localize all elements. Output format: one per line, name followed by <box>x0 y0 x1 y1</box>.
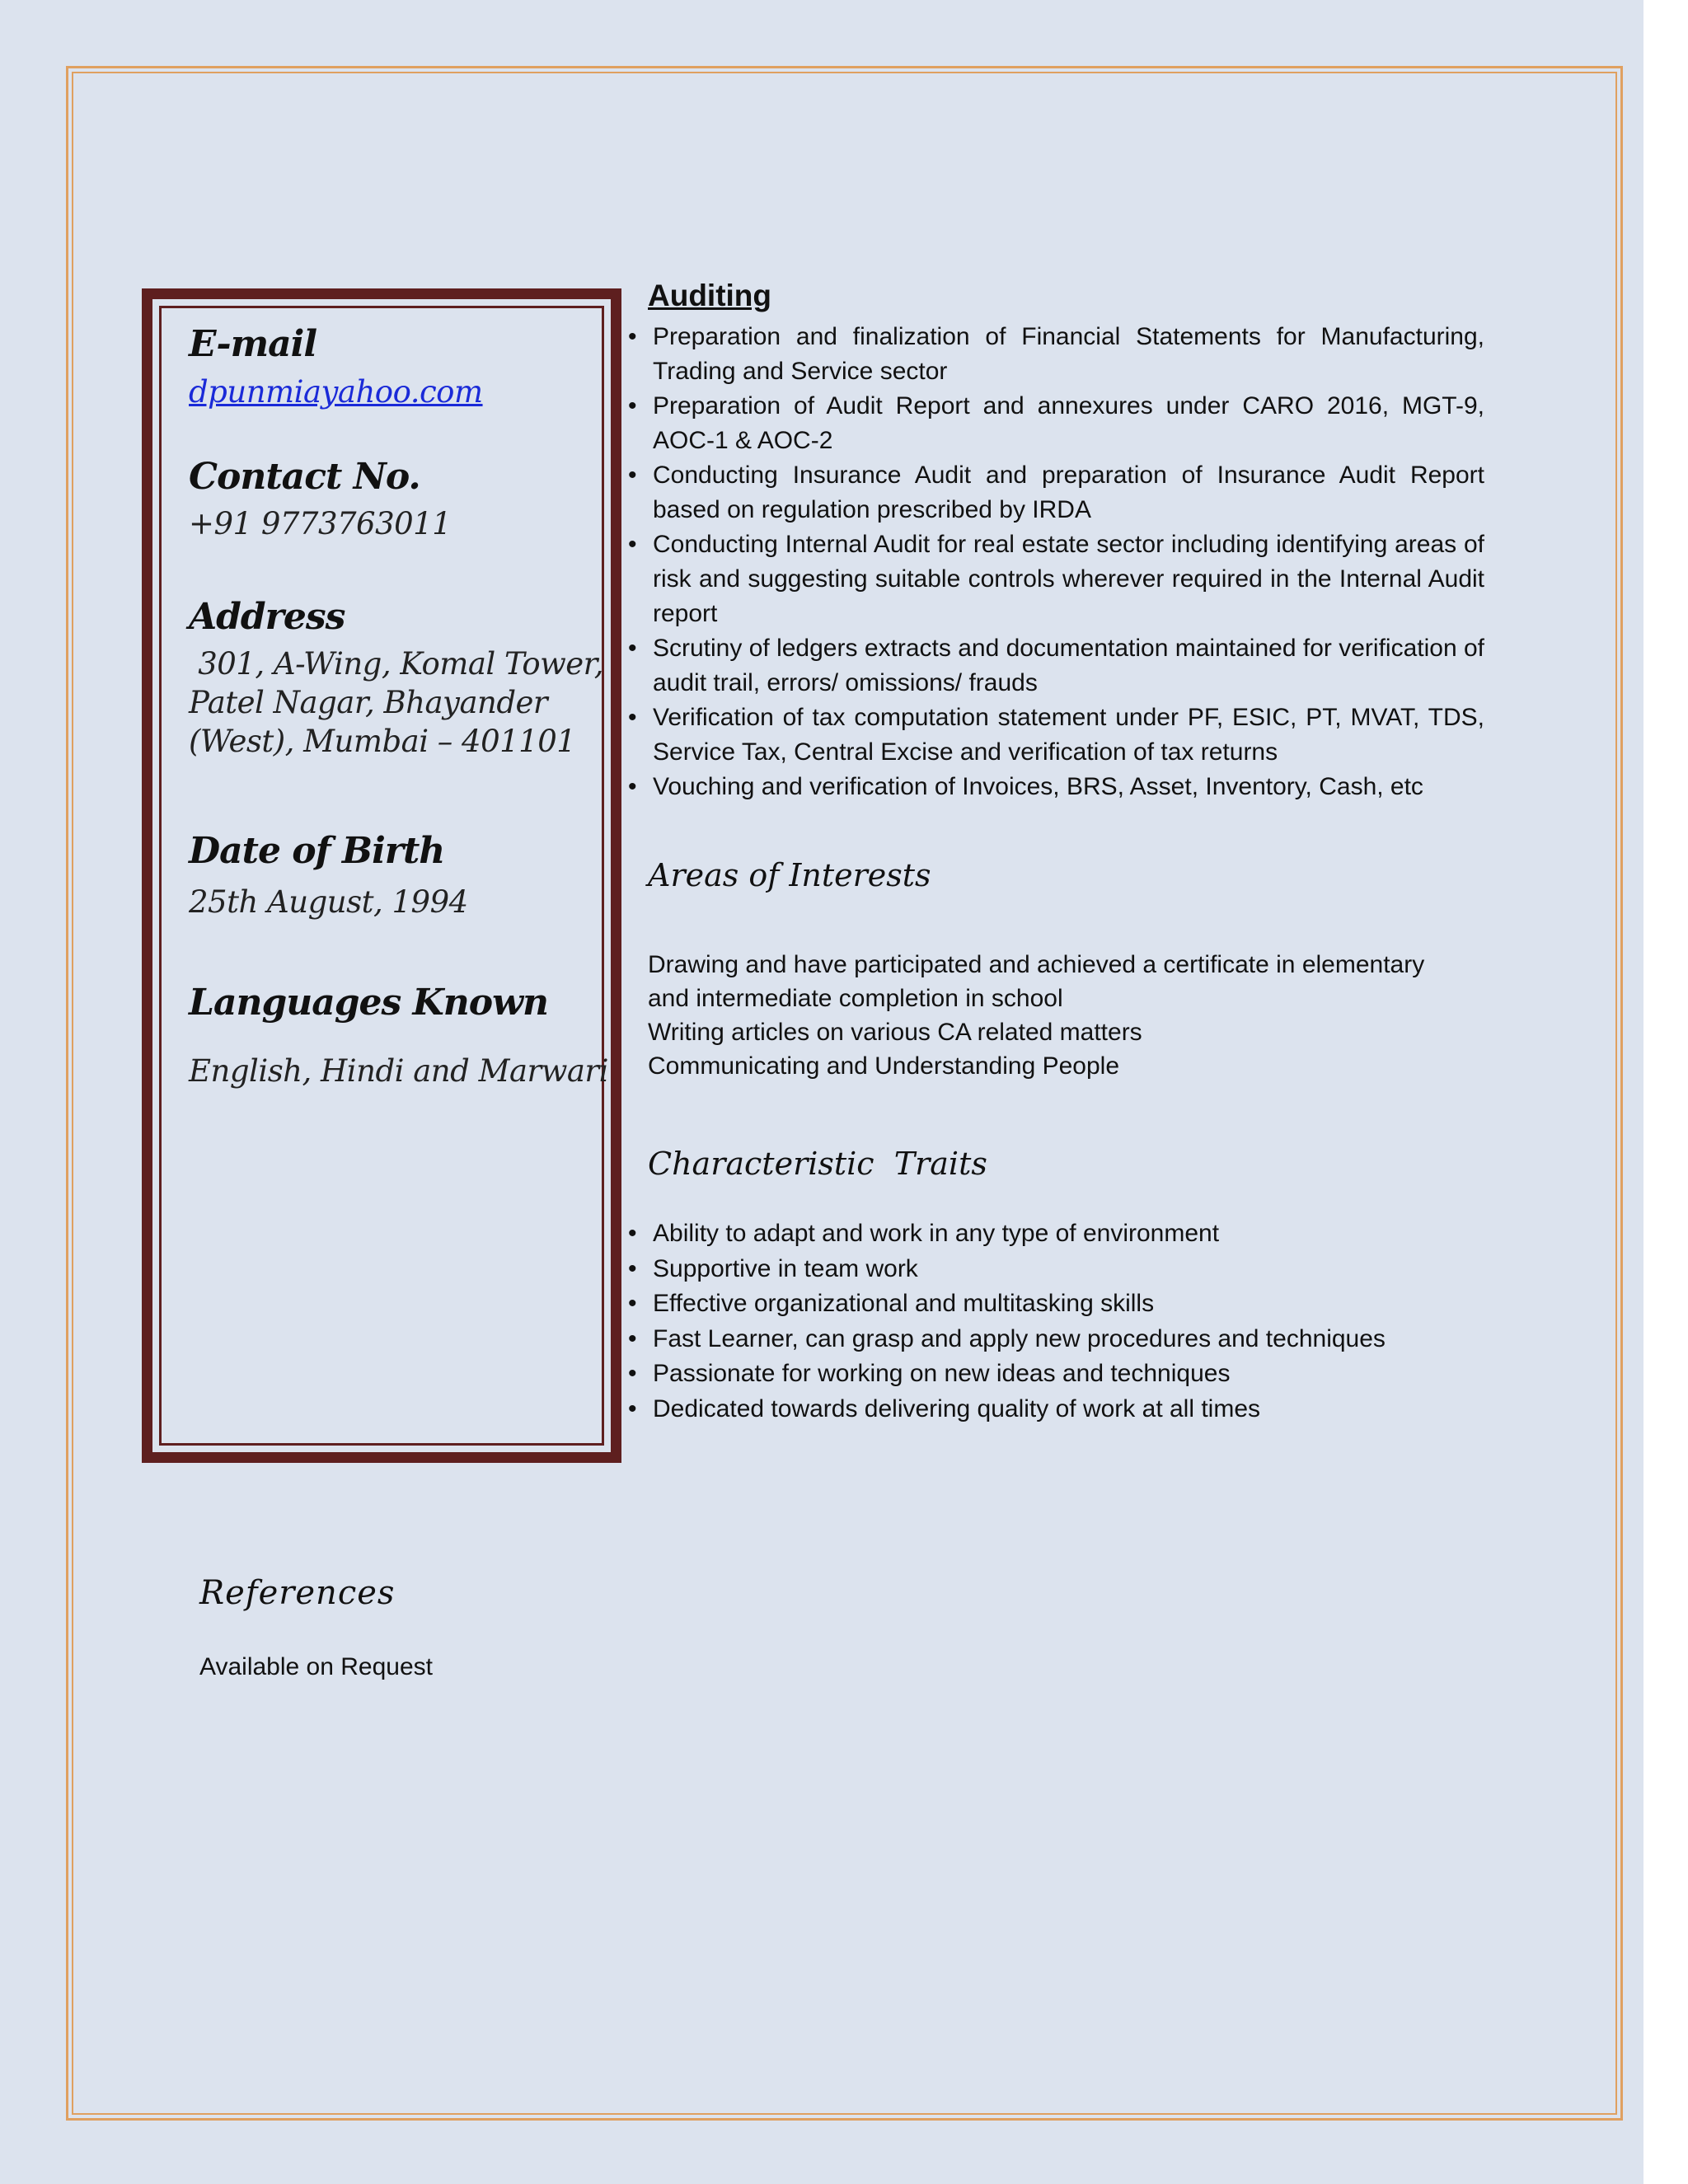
list-item-text: Scrutiny of ledgers extracts and documentation maintained for verification of audit trail, errors/ omissions/ frauds <box>653 635 1484 696</box>
contact-number-label: Contact No. <box>189 456 420 498</box>
list-item-text: Preparation and finalization of Financial Statements for Manufacturing, Trading and Service sector <box>653 323 1484 385</box>
references-heading: References <box>199 1574 396 1612</box>
references-text: Available on Request <box>199 1653 433 1680</box>
list-item-text: Fast Learner, can grasp and apply new procedures and techniques <box>653 1324 1386 1352</box>
list-item <box>623 770 1484 804</box>
bullet-icon: • <box>628 392 637 419</box>
bullet-icon: • <box>628 462 637 489</box>
list-item <box>623 1252 1484 1287</box>
list-item-text: Verification of tax computation statement under PF, ESIC, PT, MVAT, TDS, Service Tax, Central Excise and verification of tax returns <box>653 704 1484 766</box>
list-item-text: Preparation of Audit Report and annexures under CARO 2016, MGT-9, AOC-1 & AOC-2 <box>653 392 1484 454</box>
auditing-heading: Auditing <box>648 279 772 312</box>
languages-label: Languages Known <box>189 982 548 1024</box>
date-of-birth-label: Date of Birth <box>189 830 445 872</box>
list-item <box>623 1357 1484 1392</box>
interests-line: Writing articles on various CA related matters <box>648 1019 1142 1046</box>
list-item-text: Ability to adapt and work in any type of environment <box>653 1220 1220 1247</box>
interests-line: and intermediate completion in school <box>648 985 1063 1012</box>
email-link[interactable]: dpunmiayahoo.com <box>189 374 483 410</box>
bullet-icon: • <box>628 531 637 558</box>
list-item <box>623 631 1484 701</box>
email-label: E-mail <box>189 323 317 365</box>
list-item-text: Conducting Insurance Audit and preparation of Insurance Audit Report based on regulation prescribed by IRDA <box>653 462 1484 523</box>
address-line: (West), Mumbai – 401101 <box>189 724 576 759</box>
list-item-text: Conducting Internal Audit for real estate sector including identifying areas of risk and suggesting suitable controls wherever required in the Internal Audit report <box>653 531 1484 627</box>
list-item <box>623 1216 1484 1252</box>
address-label: Address <box>189 596 345 638</box>
list-item <box>623 527 1484 631</box>
list-item <box>623 389 1484 458</box>
list-item <box>623 1392 1484 1427</box>
contact-number-value: +91 9773763011 <box>189 506 452 541</box>
bullet-icon: • <box>628 1360 637 1387</box>
bullet-icon: • <box>628 773 637 800</box>
page-right-margin <box>1643 0 1688 2184</box>
interests-line: Communicating and Understanding People <box>648 1052 1120 1080</box>
list-item <box>623 458 1484 527</box>
list-item-text: Supportive in team work <box>653 1254 918 1282</box>
list-item-text: Vouching and verification of Invoices, BRS, Asset, Inventory, Cash, etc <box>653 773 1423 800</box>
bullet-icon: • <box>628 635 637 662</box>
address-line: Patel Nagar, Bhayander <box>189 685 548 720</box>
bullet-icon: • <box>628 1290 637 1317</box>
address-line: 301, A-Wing, Komal Tower, <box>189 646 604 682</box>
bullet-icon: • <box>628 323 637 350</box>
email-value <box>189 373 483 411</box>
bullet-icon: • <box>628 1324 637 1352</box>
list-item-text: Passionate for working on new ideas and techniques <box>653 1360 1231 1387</box>
list-item <box>623 1322 1484 1357</box>
bullet-icon: • <box>628 1394 637 1422</box>
bullet-icon: • <box>628 704 637 731</box>
bullet-icon: • <box>628 1220 637 1247</box>
interests-line: Drawing and have participated and achieved a certificate in elementary <box>648 951 1425 978</box>
list-item-text: Effective organizational and multitasking skills <box>653 1290 1155 1317</box>
list-item <box>623 320 1484 389</box>
address-value <box>189 644 603 761</box>
list-item <box>623 701 1484 770</box>
bullet-icon: • <box>628 1254 637 1282</box>
list-item-text: Dedicated towards delivering quality of work at all times <box>653 1394 1261 1422</box>
auditing-list <box>623 320 1484 804</box>
traits-list <box>623 1216 1484 1427</box>
list-item <box>623 1286 1484 1322</box>
interests-text <box>648 948 1480 1083</box>
languages-value: English, Hindi and Marwari <box>189 1053 608 1089</box>
traits-heading: Characteristic Traits <box>648 1146 987 1182</box>
interests-heading: Areas of Interests <box>648 857 931 893</box>
date-of-birth-value: 25th August, 1994 <box>189 884 468 920</box>
